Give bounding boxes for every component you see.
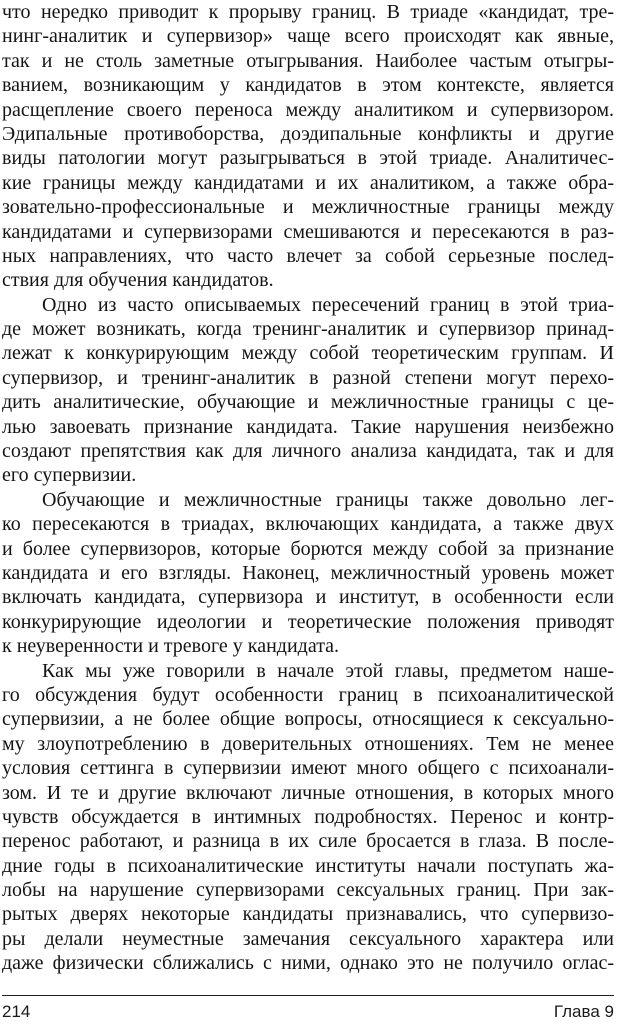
text-line: создают препятствия как для личного анализа кандидата, так и для xyxy=(2,440,614,463)
text-line: рытых дверях некоторые кандидаты признавались, что супервизо- xyxy=(2,903,614,926)
text-line: его супервизии. xyxy=(2,464,137,487)
text-line: Обучающие и межличностные границы также довольно лег- xyxy=(42,488,614,511)
text-line: лобы на нарушение супервизорами сексуальных границ. При зак- xyxy=(2,879,614,902)
text-line: лью завоевать признание кандидата. Такие нарушения неизбежно xyxy=(2,415,614,438)
text-line: Эдипальные противоборства, доэдипальные конфликты и другие xyxy=(2,122,614,145)
text-line: зом. И те и другие включают личные отношения, в которых много xyxy=(2,781,614,804)
body-text xyxy=(2,0,614,976)
text-line: ры делали неуместные замечания сексуального характера или xyxy=(2,927,614,950)
footer-rule xyxy=(2,995,614,996)
text-line: условия сеттинга в супервизии имеют много общего с психоанали- xyxy=(2,757,614,780)
text-line: ных направлениях, что часто влечет за собой серьезные послед- xyxy=(2,244,614,267)
text-line: конкурирующие идеологии и теоретические положения приводят xyxy=(2,610,614,633)
text-line: кандидата и его взгляды. Наконец, межличностный уровень может xyxy=(2,561,614,584)
text-line: де может возникать, когда тренинг-аналитик и супервизор принад- xyxy=(2,318,614,341)
paragraph xyxy=(2,659,614,976)
text-line: зовательно-профессиональные и межличностные границы между xyxy=(2,196,614,219)
text-line: виды патологии могут разыгрываться в этой триаде. Аналитичес- xyxy=(2,147,614,170)
text-line: кие границы между кандидатами и их аналитиком, а также обра- xyxy=(2,171,614,194)
chapter-label: Глава 9 xyxy=(553,1002,614,1021)
text-line: расщепление своего переноса между аналитиком и супервизором. xyxy=(2,98,614,121)
text-line: так и не столь заметные отыгрывания. Наиболее частым отыгры- xyxy=(2,49,614,72)
text-line: перенос работают, и разница в их силе бросается в глаза. В после- xyxy=(2,830,614,853)
text-line: Как мы уже говорили в начале этой главы, предметом наше- xyxy=(42,659,614,682)
text-line: дить аналитические, обучающие и межличностные границы с це- xyxy=(2,391,614,414)
text-line: к неуверенности и тревоге у кандидата. xyxy=(2,635,340,658)
text-line: что нередко приводит к прорыву границ. В триаде «кандидат, тре- xyxy=(2,1,614,23)
text-line: включать кандидата, супервизора и институт, в особенности если xyxy=(2,586,614,609)
text-line: чувств обсуждается в интимных подробностях. Перенос и контр- xyxy=(2,805,614,828)
text-line: му злоупотреблению в доверительных отношениях. Тем не менее xyxy=(2,732,614,755)
text-line: Одно из часто описываемых пересечений границ в этой триа- xyxy=(42,293,614,316)
text-line: нинг-аналитик и супервизор» чаще всего происходят как явные, xyxy=(2,25,614,48)
paragraph xyxy=(2,293,614,488)
text-line: и более супервизоров, которые борются между собой за признание xyxy=(2,537,614,560)
text-line: дние годы в психоаналитические институты начали поступать жа- xyxy=(2,854,614,877)
text-line: ствия для обучения кандидатов. xyxy=(2,269,274,292)
text-line: ванием, возникающим у кандидатов в этом контексте, является xyxy=(2,74,614,97)
paragraph xyxy=(2,488,614,659)
text-line: лежат к конкурирующим между собой теоретическим группам. И xyxy=(2,342,614,365)
text-line: супервизии, а не более общие вопросы, относящиеся к сексуально- xyxy=(2,708,614,731)
text-line: кандидатами и супервизорами смешиваются и пересекаются в раз- xyxy=(2,220,614,243)
text-line: даже физически сближались с ними, однако это не получило оглас- xyxy=(2,952,614,975)
paragraph xyxy=(2,0,614,293)
text-line: го обсуждения будут особенности границ в психоаналитической xyxy=(2,683,614,706)
page-number: 214 xyxy=(2,1002,31,1021)
text-line: супервизор, и тренинг-аналитик в разной степени могут перехо- xyxy=(2,366,614,389)
text-line: ко пересекаются в триадах, включающих кандидата, а также двух xyxy=(2,513,614,536)
